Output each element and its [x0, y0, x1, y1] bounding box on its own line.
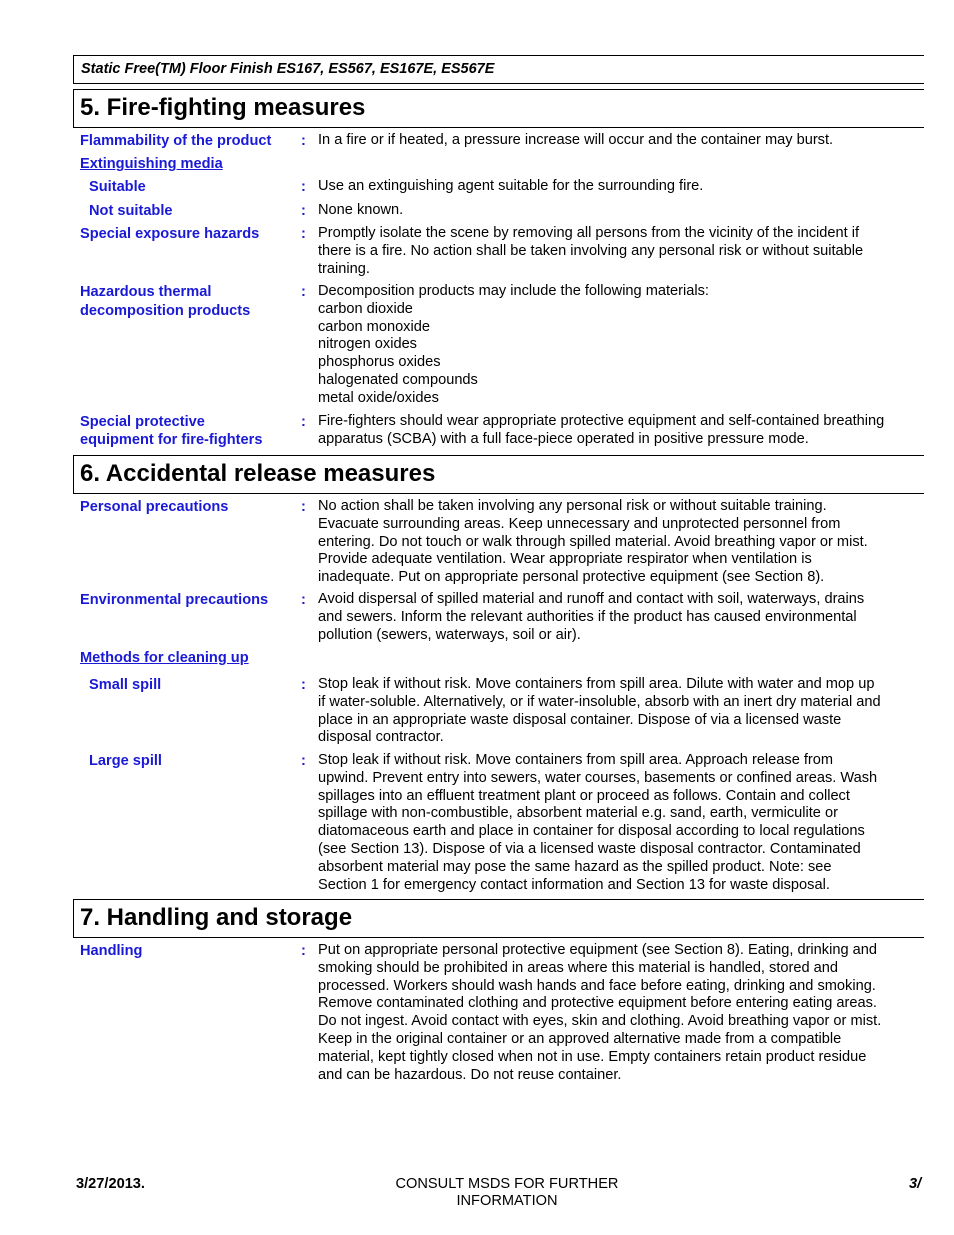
environmental-precautions-value: Avoid dispersal of spilled material and runoff and contact with soil, waterways, drains and sewers. Inform the relevant authorities if the product has caused environmental pollution (sewers, waterways, soil or air).	[318, 591, 865, 643]
product-name-header	[73, 55, 924, 84]
methods-cleaning-link[interactable]: Methods for cleaning up	[80, 650, 249, 666]
large-spill-value: Stop leak if without risk. Move containers from spill area. Approach release from upwind. Prevent entry into sewers, water courses, basements or confined areas. Wash spillages into an effluent treatment plant or proceed as follows. Contain and collect spillage with non-combustible, absorbent material e.g. sand, earth, vermiculite or diatomaceous earth and place in container for disposal according to local regulations (see Section 13). Dispose of via a licensed waste disposal contractor. Contaminated absorbent material may pose the same hazard as the spilled product. Note: see Section 1 for emergency contact information and Section 13 for waste disposal.	[318, 752, 878, 893]
separator: :	[301, 753, 306, 769]
footer-date: 3/27/2013.	[76, 1176, 145, 1192]
separator: :	[301, 284, 306, 300]
personal-precautions-label: Personal precautions	[80, 499, 229, 515]
special-protective-label: Special protective equipment for fire-fighters	[80, 414, 263, 448]
separator: :	[301, 203, 306, 219]
flammability-value: In a fire or if heated, a pressure increase will occur and the container may burst.	[318, 132, 834, 148]
handling-label: Handling	[80, 943, 143, 959]
footer-page-number: 3/	[909, 1176, 922, 1192]
personal-precautions-value: No action shall be taken involving any personal risk or without suitable training. Evacuate surrounding areas. Keep unnecessary and unprotected personnel from entering. Do not touch or walk through spilled material. Avoid breathing vapor or mist. Provide adequate ventilation. Wear appropriate respirator when ventilation is inadequate. Put on appropriate personal protective equipment (see Section 8).	[318, 498, 868, 586]
section-5-title: 5. Fire-fighting measures	[73, 89, 924, 128]
suitable-label: Suitable	[89, 179, 146, 195]
small-spill-value: Stop leak if without risk. Move containers from spill area. Dilute with water and mop up if water-soluble. Alternatively, or if water-insoluble, absorb with an inert dry material and place in an appropriate waste disposal container. Dispose of via a licensed waste disposal contractor.	[318, 676, 881, 746]
special-exposure-label: Special exposure hazards	[80, 226, 260, 242]
product-name: Static Free(TM) Floor Finish ES167, ES567, ES167E, ES567E	[81, 61, 495, 77]
not-suitable-value: None known.	[318, 202, 404, 218]
extinguishing-media-link[interactable]: Extinguishing media	[80, 156, 223, 172]
separator: :	[301, 592, 306, 608]
special-exposure-value: Promptly isolate the scene by removing all persons from the vicinity of the incident if there is a fire. No action shall be taken involving any personal risk or without suitable training.	[318, 225, 864, 277]
hazardous-thermal-label: Hazardous thermal decomposition products	[80, 284, 251, 319]
section-7-title: 7. Handling and storage	[73, 899, 924, 938]
separator: :	[301, 943, 306, 959]
separator: :	[301, 677, 306, 693]
section-6-title: 6. Accidental release measures	[73, 455, 924, 494]
hazardous-thermal-value: Decomposition products may include the following materials: carbon dioxide carbon monoxide nitrogen oxides phosphorus oxides halogenated compounds metal oxide/oxides	[318, 283, 709, 406]
separator: :	[301, 179, 306, 195]
large-spill-label: Large spill	[89, 753, 162, 769]
suitable-value: Use an extinguishing agent suitable for the surrounding fire.	[318, 178, 704, 194]
separator: :	[301, 499, 306, 515]
footer-consult: CONSULT MSDS FOR FURTHER INFORMATION	[395, 1176, 619, 1209]
flammability-label: Flammability of the product	[80, 133, 272, 149]
separator: :	[301, 414, 306, 430]
handling-value: Put on appropriate personal protective equipment (see Section 8). Eating, drinking and smoking should be prohibited in areas where this material is handled, stored and processed. Workers should wash hands and face before eating, drinking and smoking. Remove contaminated clothing and protective equipment before entering eating areas. Do not ingest. Avoid contact with eyes, skin and clothing. Avoid breathing vapor or mist. Keep in the original container or an approved alternative made from a compatible material, kept tightly closed when not in use. Empty containers retain product residue and can be hazardous. Do not reuse container.	[318, 942, 882, 1083]
separator: :	[301, 226, 306, 242]
small-spill-label: Small spill	[89, 677, 162, 693]
environmental-precautions-label: Environmental precautions	[80, 592, 269, 608]
not-suitable-label: Not suitable	[89, 203, 173, 219]
special-protective-value: Fire-fighters should wear appropriate protective equipment and self-contained breathing apparatus (SCBA) with a full face-piece operated in positive pressure mode.	[318, 413, 885, 447]
separator: :	[301, 133, 306, 149]
